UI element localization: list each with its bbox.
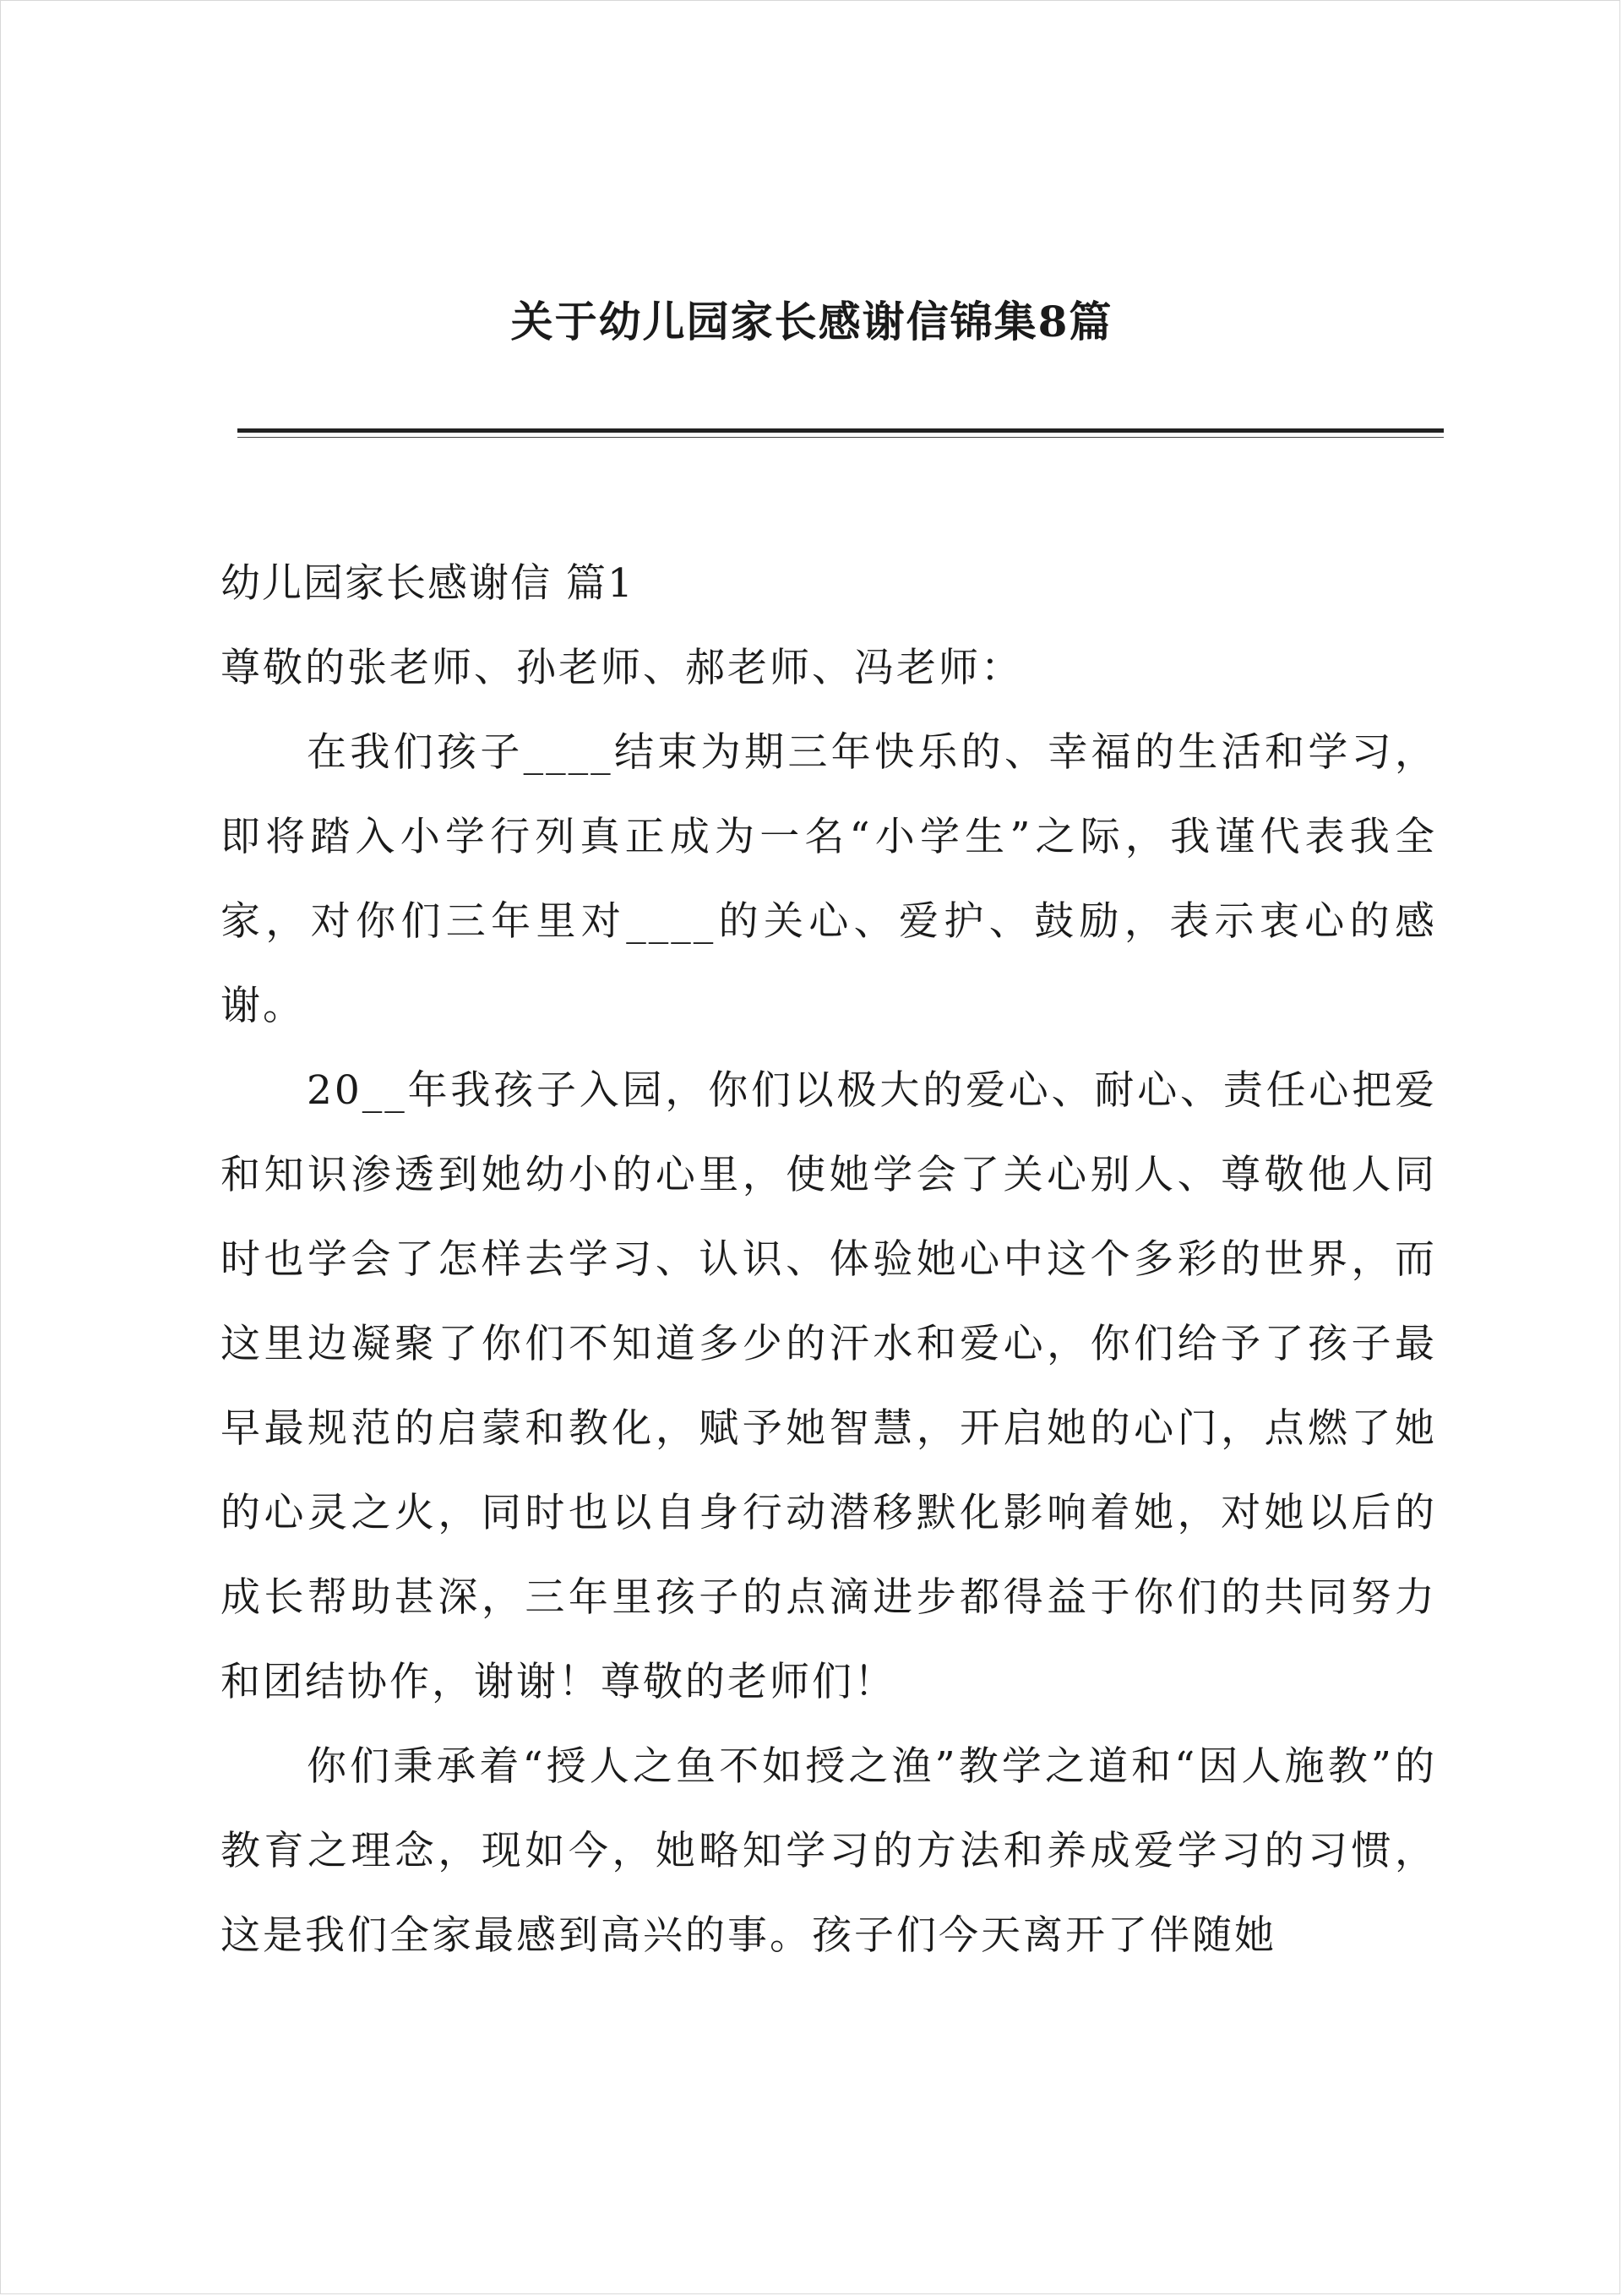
document-body (220, 542, 1437, 1978)
section-heading: 幼儿园家长感谢信 篇1 (220, 560, 634, 607)
letter-salutation: 尊敬的张老师、孙老师、郝老师、冯老师： (220, 645, 1023, 691)
paragraph-3: 你们秉承着“授人之鱼不如授之渔”教学之道和“因人施教”的教育之理念，现如今，她略知学习的方法和养成爱学习的习惯，这是我们全家最感到高兴的事。孩子们今天离开了伴随她 (220, 1743, 1437, 1959)
paragraph-1: 在我们孩子____结束为期三年快乐的、幸福的生活和学习，即将踏入小学行列真正成为一名“小学生”之际，我谨代表我全家，对你们三年里对____的关心、爱护、鼓励，表示衷心的感谢。 (220, 729, 1437, 1029)
title-divider (237, 428, 1444, 433)
title-divider-thin (237, 437, 1444, 438)
paragraph-2: 20__年我孩子入园，你们以极大的爱心、耐心、责任心把爱和知识渗透到她幼小的心里，使她学会了关心别人、尊敬他人同时也学会了怎样去学习、认识、体验她心中这个多彩的世界，而这里边凝聚了你们不知道多少的汗水和爱心，你们给予了孩子最早最规范的启蒙和教化，赋予她智慧，开启她的心门，点燃了她的心灵之火，同时也以自身行动潜移默化影响着她，对她以后的成长帮助甚深，三年里孩子的点滴进步都得益于你们的共同努力和团结协作，谢谢！尊敬的老师们！ (220, 1067, 1437, 1705)
document-title: 关于幼儿园家长感谢信锦集8篇 (510, 297, 1113, 346)
